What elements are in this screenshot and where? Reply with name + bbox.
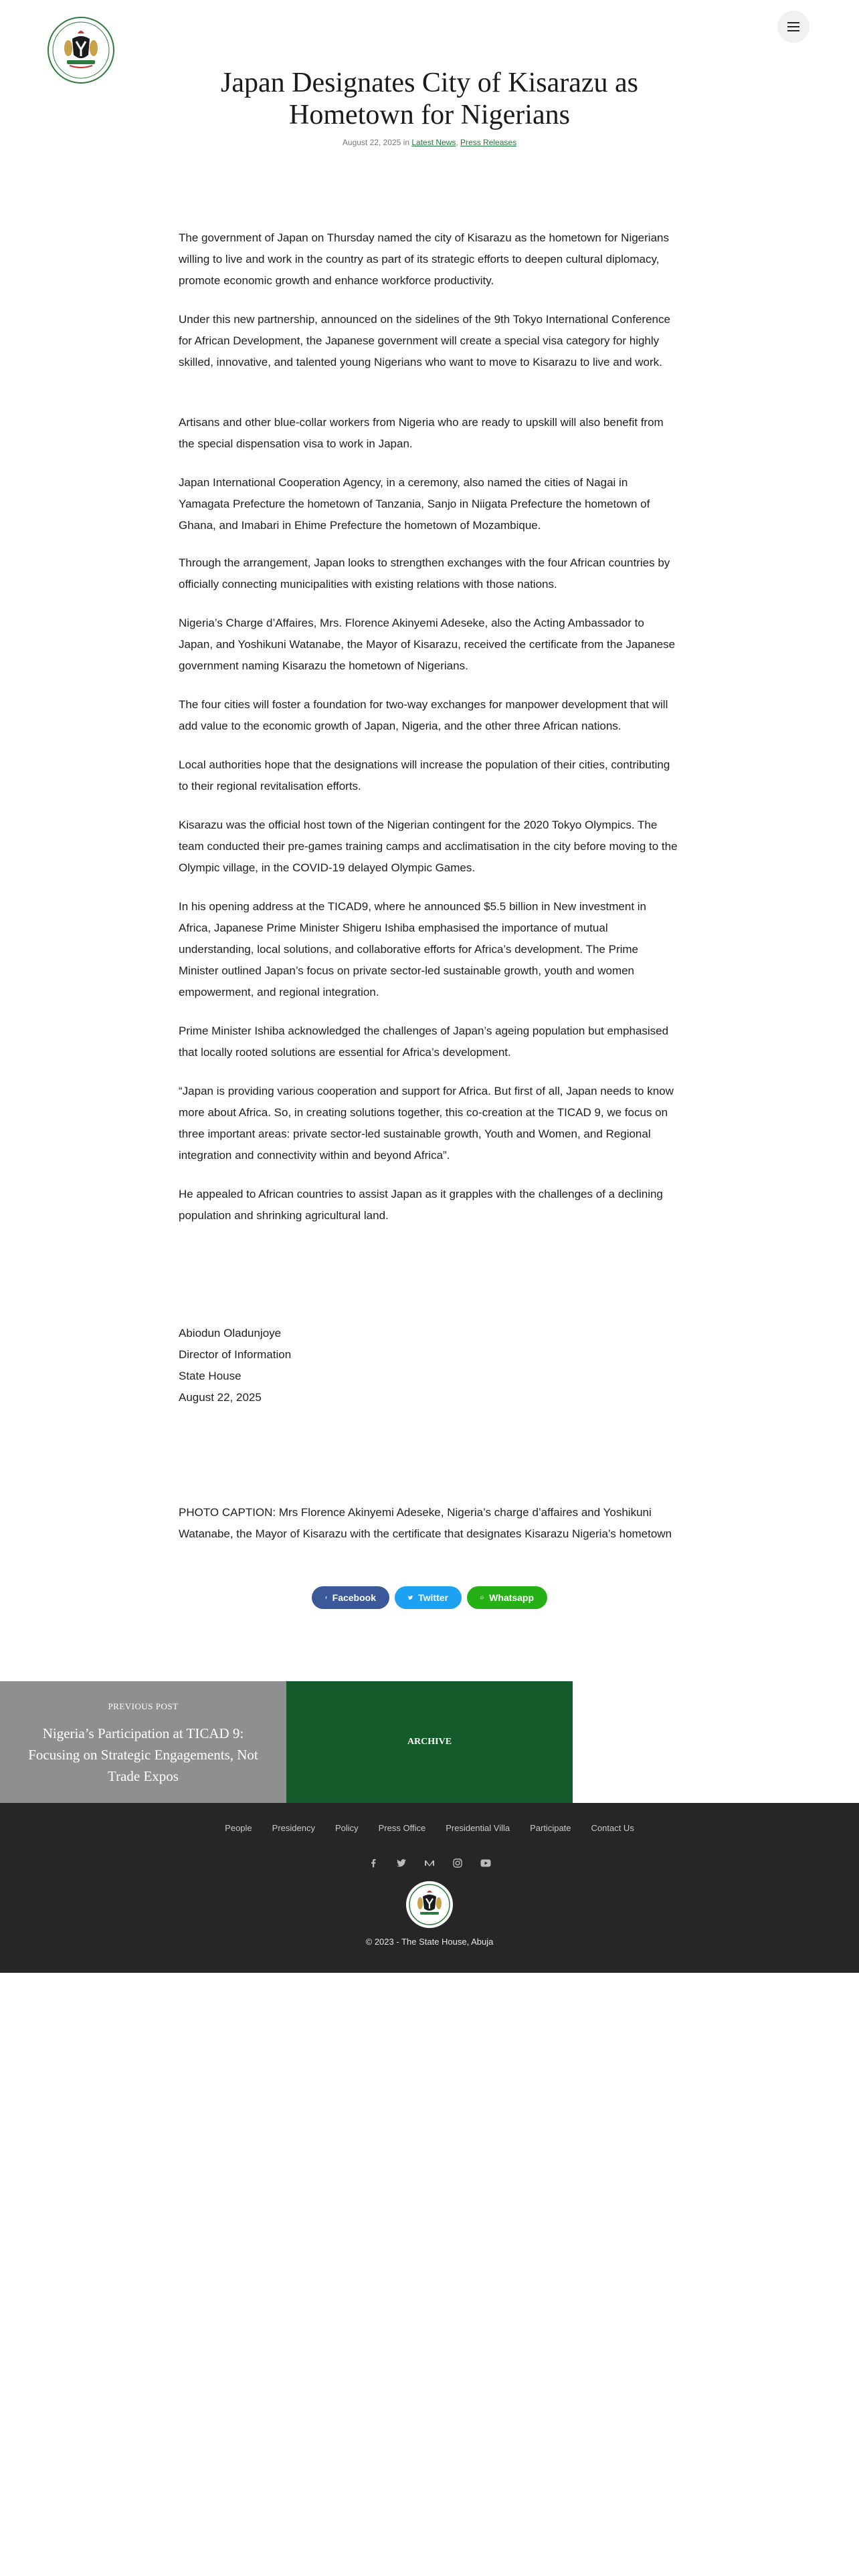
signature-date: August 22, 2025 (179, 1391, 262, 1404)
twitter-icon[interactable] (395, 1856, 408, 1870)
signature-title: Director of Information (179, 1348, 292, 1361)
share-facebook-label: Facebook (332, 1592, 376, 1603)
article-title: Japan Designates City of Kisarazu as Hometown for Nigerians (221, 68, 638, 130)
article-paragraph: The four cities will foster a foundation for two-way exchanges for manpower development that will add value to the economic growth of Japan, Nigeria, and the other three African nations. (179, 698, 668, 732)
copyright-text: © 2023 - The State House, Abuja (365, 1937, 494, 1947)
article-paragraph: Through the arrangement, Japan looks to strengthen exchanges with the four African countries by officially connecting municipalities with existing relations with those nations. (179, 556, 670, 591)
article-paragraph: In his opening address at the TICAD9, where he announced $5.5 billion in New investment in Africa, Japanese Prime Minister Shigeru Ishiba emphasised the importance of mutual understanding, local solutions, and collaborative efforts for Africa’s development. The Prime Minister outlined Japan’s focus on private sector-led sustainable growth, youth and women empowerment, and regional integration. (179, 900, 647, 998)
coat-of-arms-icon (47, 16, 115, 84)
footer-nav (0, 1823, 859, 1833)
footer-link-people[interactable]: People (225, 1823, 252, 1833)
footer-link-press-office[interactable]: Press Office (378, 1823, 426, 1833)
footer-social-links (0, 1856, 859, 1870)
menu-button[interactable] (777, 11, 809, 43)
article-paragraph: Kisarazu was the official host town of the Nigerian contingent for the 2020 Tokyo Olympics. The team conducted their pre-games training camps and acclimatisation in the city before moving to the Olympic village, in the COVID-19 delayed Olympic Games. (179, 819, 678, 874)
category-link-latest-news[interactable]: Latest News (411, 138, 456, 147)
twitter-icon (408, 1593, 413, 1602)
instagram-icon[interactable] (451, 1856, 464, 1870)
hamburger-icon (787, 22, 799, 31)
footer-link-presidential-villa[interactable]: Presidential Villa (446, 1823, 510, 1833)
coat-of-arms-icon (405, 1881, 454, 1929)
article-paragraph: Nigeria’s Charge d’Affaires, Mrs. Florence Akinyemi Adeseke, also the Acting Ambassador to Japan, and Yoshikuni Watanabe, the Mayor of Kisarazu, received the certificate from the Japanese government naming Kisarazu the hometown of Nigerians. (179, 617, 676, 672)
category-link-press-releases[interactable]: Press Releases (460, 138, 517, 147)
article-paragraph: Artisans and other blue-collar workers from Nigeria who are ready to upskill will also benefit from the special dispensation visa to work in Japan. (179, 416, 664, 450)
photo-caption: PHOTO CAPTION: Mrs Florence Akinyemi Adeseke, Nigeria’s charge d’affaires and Yoshikuni Watanabe, the Mayor of Kisarazu with the certificate that designates Kisarazu Nigeria’s hometown (179, 1506, 672, 1540)
youtube-icon[interactable] (479, 1856, 492, 1870)
footer-logo[interactable] (405, 1881, 454, 1929)
share-twitter-label: Twitter (418, 1592, 448, 1603)
previous-post-title: Nigeria’s Participation at TICAD 9: Focusing on Strategic Engagements, Not Trade Expos (28, 1725, 258, 1784)
article-paragraph: Under this new partnership, announced on the sidelines of the 9th Tokyo International Conference for African Development, the Japanese government will create a special visa category for highly skilled, innovative, and talented young Nigerians who want to move to Kisarazu to live and work. (179, 313, 670, 368)
article-paragraph: He appealed to African countries to assist Japan as it grapples with the challenges of a declining population and shrinking agricultural land. (179, 1188, 663, 1222)
post-meta-in: in (403, 138, 409, 147)
site-header (0, 0, 859, 67)
facebook-icon[interactable] (367, 1856, 380, 1870)
post-date: August 22, 2025 (342, 138, 401, 147)
previous-post-kicker: PREVIOUS POST (108, 1701, 179, 1711)
coat-of-arms-logo[interactable] (47, 16, 115, 84)
share-facebook-button[interactable] (312, 1586, 389, 1609)
footer-link-policy[interactable]: Policy (335, 1823, 359, 1833)
article-paragraph: The government of Japan on Thursday named the city of Kisarazu as the hometown for Nigerians willing to live and work in the country as part of its strategic efforts to deepen cultural diplomacy, promote economic growth and enhance workforce productivity. (179, 231, 669, 287)
article-paragraph: “Japan is providing various cooperation and support for Africa. But first of all, Japan needs to know more about Africa. So, in creating solutions together, this co-creation at the TICAD 9, we focus on three important areas: private sector-led sustainable growth, Youth and Women, and Regional integration and connectivity within and beyond Africa”. (179, 1085, 674, 1162)
footer-link-contact-us[interactable]: Contact Us (591, 1823, 634, 1833)
whatsapp-icon (480, 1592, 484, 1603)
article-paragraph: Prime Minister Ishiba acknowledged the challenges of Japan’s ageing population but emphasised that locally rooted solutions are essential for Africa’s development. (179, 1025, 669, 1059)
share-buttons (0, 1586, 859, 1609)
medium-icon[interactable] (423, 1856, 436, 1870)
signature-office: State House (179, 1370, 242, 1382)
share-twitter-button[interactable] (395, 1586, 462, 1609)
share-whatsapp-label: Whatsapp (489, 1592, 534, 1603)
share-whatsapp-button[interactable] (467, 1586, 547, 1609)
article-paragraph: Local authorities hope that the designations will increase the population of their cities, contributing to their regional revitalisation efforts. (179, 758, 670, 792)
signature-name: Abiodun Oladunjoye (179, 1327, 282, 1339)
article-paragraph: Japan International Cooperation Agency, in a ceremony, also named the cities of Nagai in Yamagata Prefecture the hometown of Tanzania, Sanjo in Niigata Prefecture the hometown of Ghana, and Imabari in Ehime Prefecture the hometown of Mozambique. (179, 476, 650, 532)
previous-post-link[interactable] (0, 1681, 286, 1803)
facebook-icon (325, 1592, 327, 1603)
site-footer (0, 1803, 859, 1973)
footer-link-presidency[interactable]: Presidency (272, 1823, 315, 1833)
archive-link[interactable]: ARCHIVE (286, 1681, 573, 1803)
footer-link-participate[interactable]: Participate (530, 1823, 571, 1833)
post-meta: August 22, 2025 in Latest News, Press Releases (342, 138, 517, 147)
